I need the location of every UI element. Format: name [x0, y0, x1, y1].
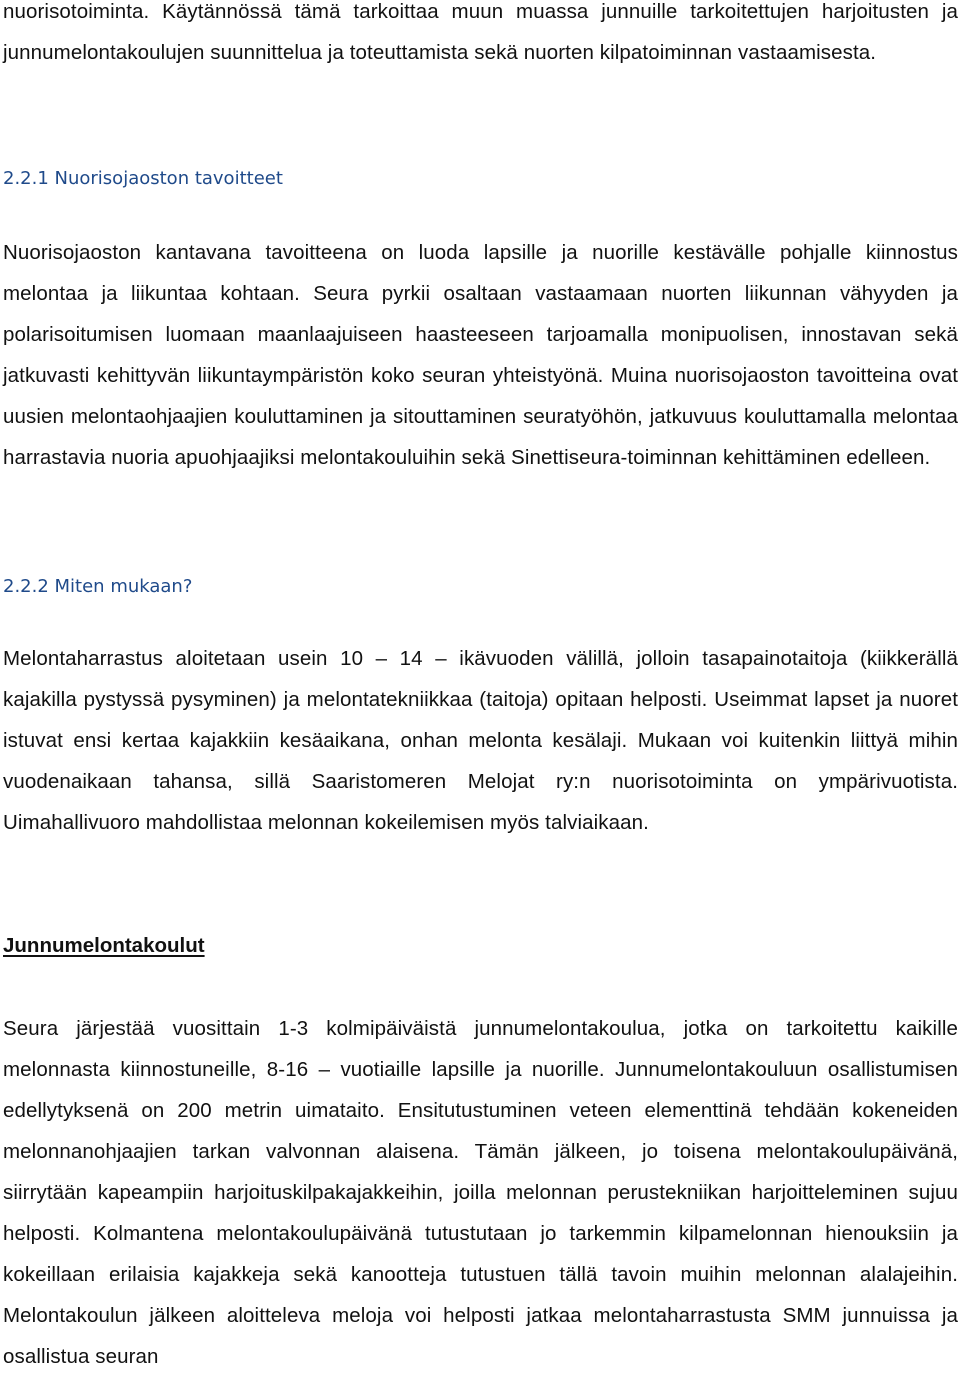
junnumelontakoulut-heading: Junnumelontakoulut [3, 934, 205, 957]
section-221-paragraph: Nuorisojaoston kantavana tavoitteena on luoda lapsille ja nuorille kestävälle pohjalle kiinnostus melontaa ja liikuntaa kohtaan. Seura pyrkii osaltaan vastaamaan nuorten liikunnan vähyyden ja polarisoitumisen luomaan maanlaajuiseen haasteeseen tarjoamalla monipuolisen, innostavan sekä jatkuvasti kehittyvän liikuntaympäristön koko seuran yhteistyönä. Muina nuorisojaoston tavoitteina ovat uusien melontaohjaajien kouluttaminen ja sitouttaminen seuratyöhön, jatkuvuus kouluttamalla melontaa harrastavia nuoria apuohjaajiksi melontakouluihin sekä Sinettiseura-toiminnan kehittäminen edelleen. [3, 241, 958, 469]
section-222-paragraph: Melontaharrastus aloitetaan usein 10 – 14 – ikävuoden välillä, jolloin tasapainotaitoja (kiikkerällä kajakilla pystyssä pysyminen) ja melontatekniikkaa (taitoja) opitaan helposti. Useimmat lapset ja nuoret istuvat ensi kertaa kajakkiin kesäaikana, onhan melonta kesälaji. Mukaan voi kuitenkin liittyä mihin vuodenaikaan tahansa, sillä Saaristomeren Melojat ry:n nuorisotoiminta on ympärivuotista. Uimahallivuoro mahdollistaa melonnan kokeilemisen myös talviaikaan. [3, 647, 958, 834]
junnumelontakoulut-paragraph: Seura järjestää vuosittain 1-3 kolmipäiväistä junnumelontakoulua, jotka on tarkoitettu kaikille melonnasta kiinnostuneille, 8-16 – vuotiaille lapsille ja nuorille. Junnumelontakouluun osallistumisen edellytyksenä on 200 metrin uimataito. Ensitutustuminen veteen elementtinä tehdään kokeneiden melonnanohjaajien tarkan valvonnan alaisena. Tämän jälkeen, jo toisena melontakoulupäivänä, siirrytään kapeampiin harjoituskilpakajakkeihin, joilla melonnan perustekniikan harjoitteleminen sujuu helposti. Kolmantena melontakoulupäivänä tutustutaan jo tarkemmin kilpamelonnan hienouksiin ja kokeillaan erilaisia kajakkeja sekä kanootteja tutustuen tällä tavoin muihin melonnan alalajeihin. Melontakoulun jälkeen aloitteleva meloja voi helposti jatkaa melontaharrastusta SMM junnuissa ja osallistua seuran [3, 1017, 958, 1368]
section-heading-221: 2.2.1 Nuorisojaoston tavoitteet [3, 168, 283, 189]
intro-paragraph: nuorisotoiminta. Käytännössä tämä tarkoittaa muun muassa junnuille tarkoitettujen harjoitusten ja junnumelontakoulujen suunnittelua ja toteuttamista sekä nuorten kilpatoiminnan vastaamisesta. [3, 0, 958, 64]
section-heading-222: 2.2.2 Miten mukaan? [3, 576, 193, 597]
